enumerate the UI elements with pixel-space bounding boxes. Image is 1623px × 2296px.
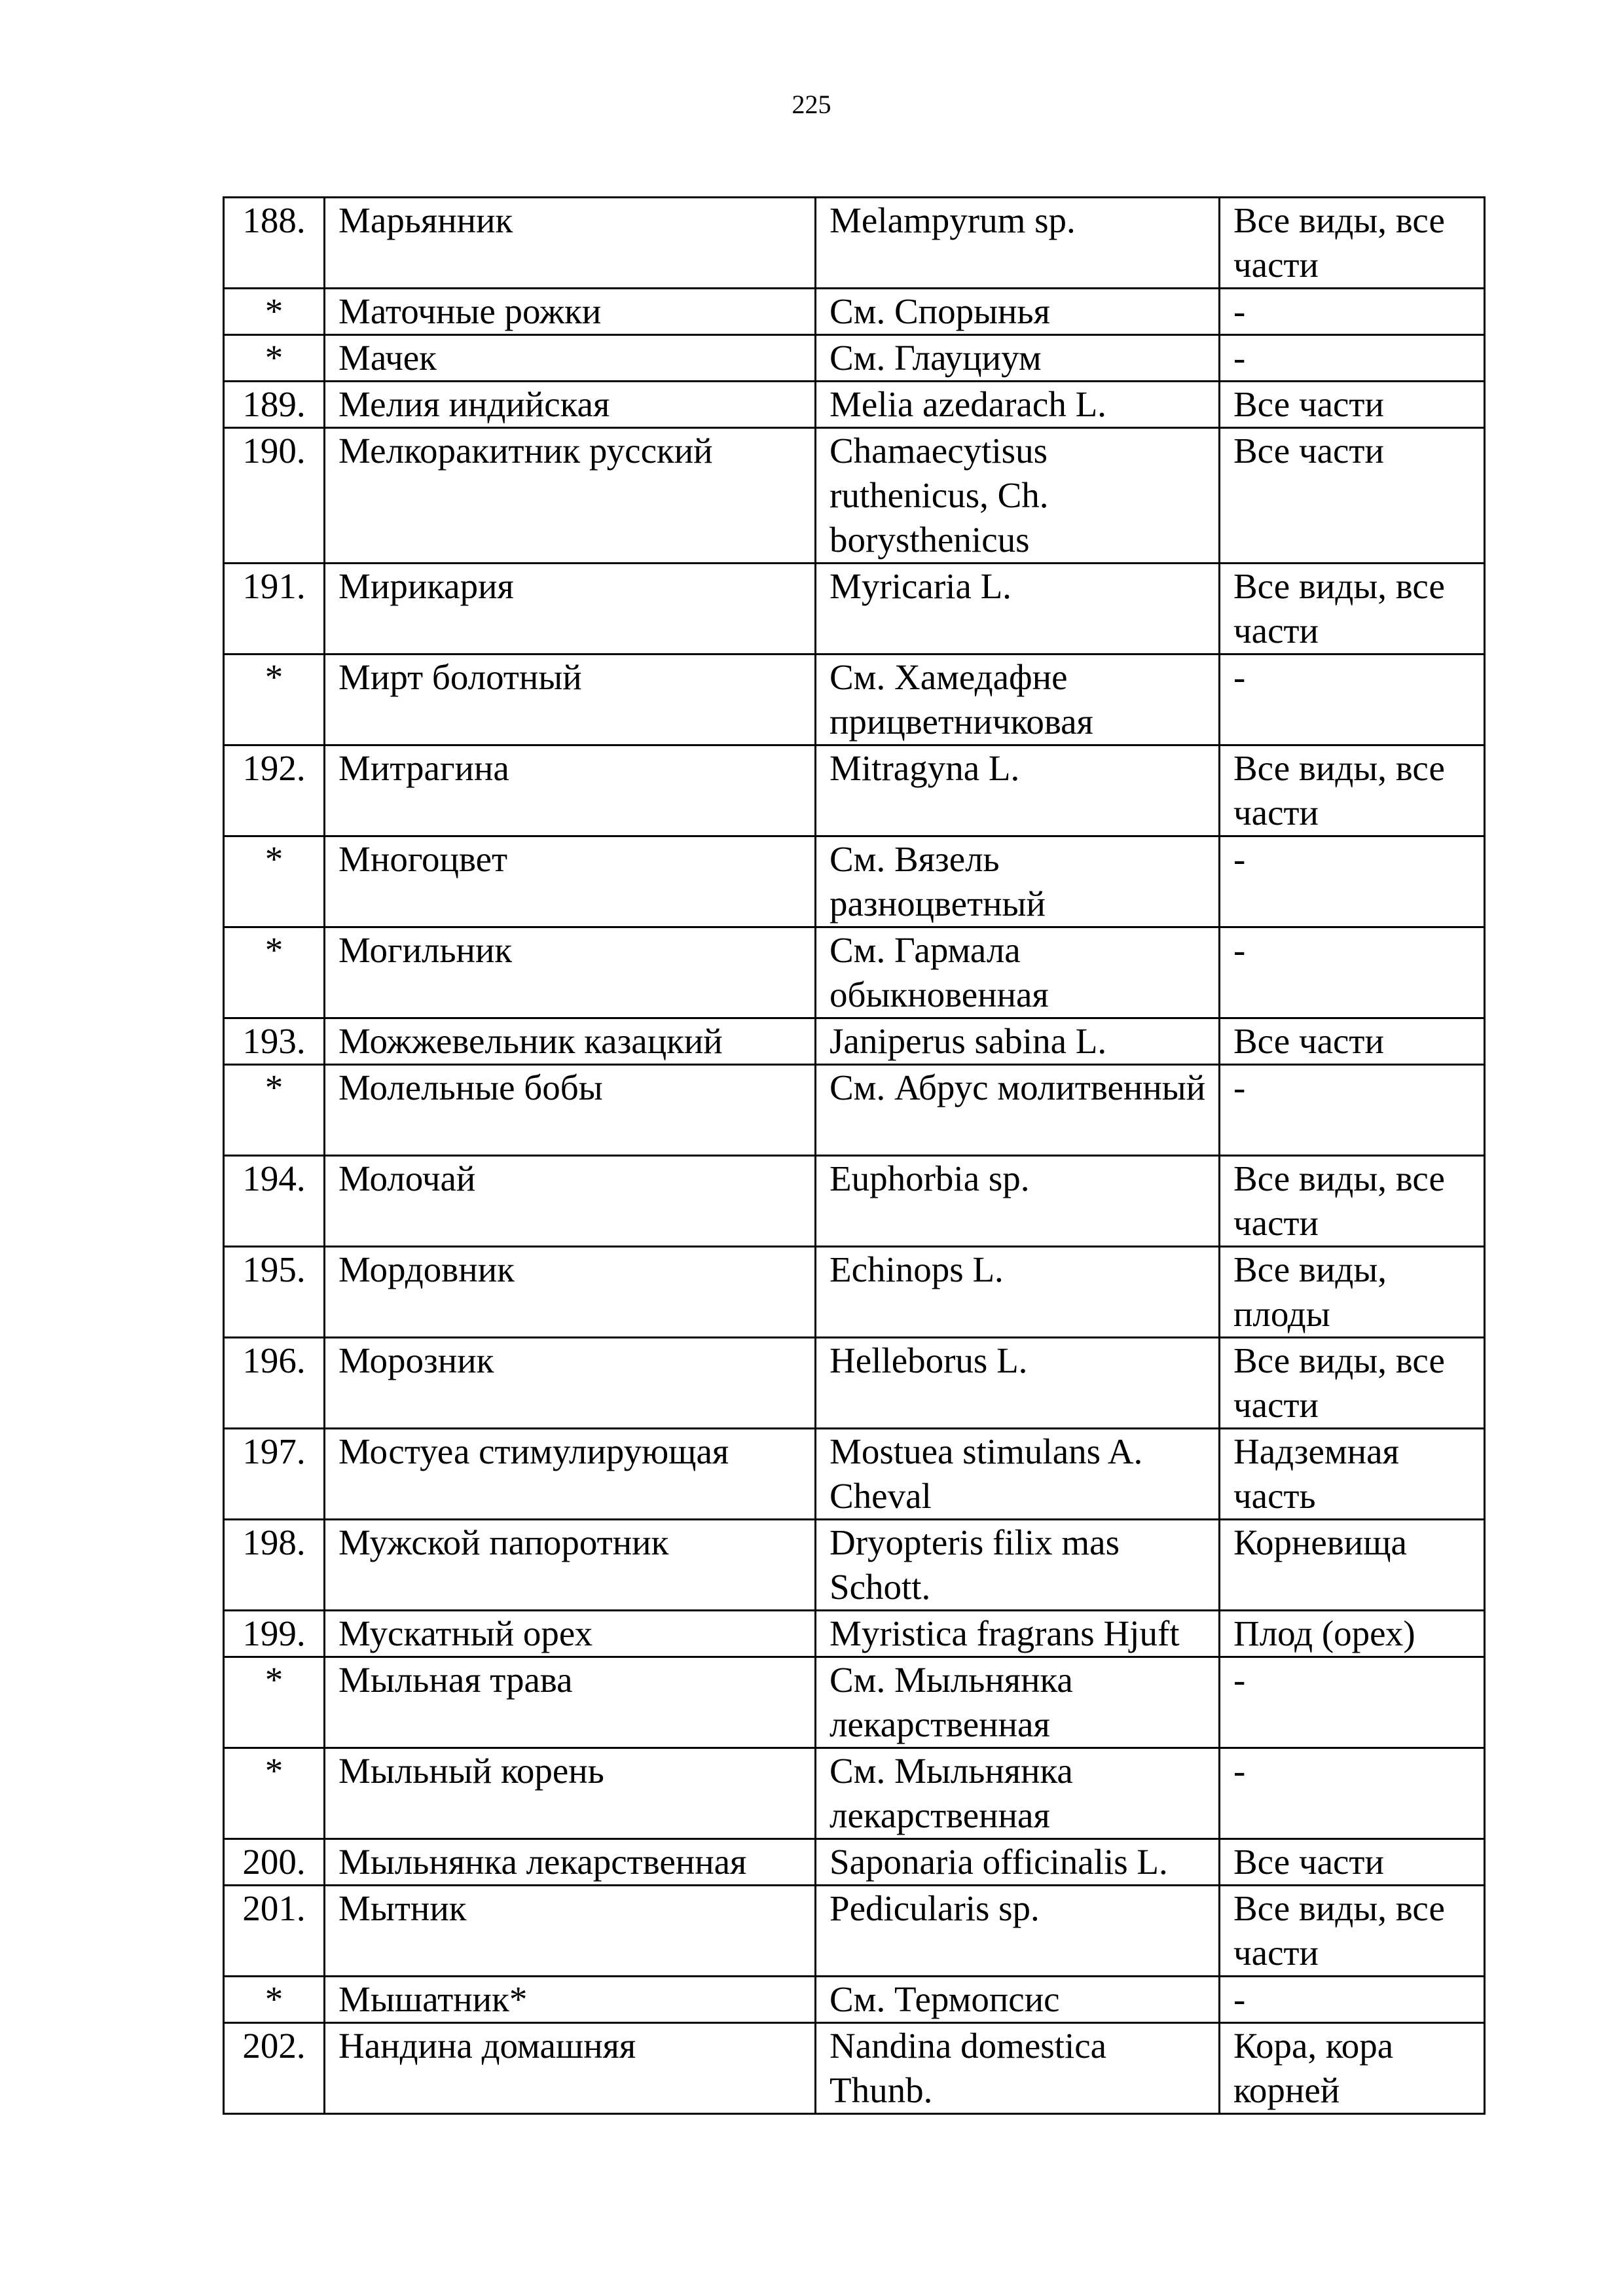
table-row	[224, 1520, 1485, 1611]
latin-name-cell: См. Мыльнянка лекарственная	[816, 1748, 1220, 1839]
toxic-parts-cell: -	[1220, 927, 1485, 1018]
table-row	[224, 1156, 1485, 1247]
row-number-cell: 195.	[224, 1247, 325, 1338]
page-number: 225	[792, 90, 831, 119]
row-number-cell: 197.	[224, 1429, 325, 1520]
russian-name-cell: Мелия индийская	[325, 382, 816, 428]
row-number-cell: 199.	[224, 1611, 325, 1657]
russian-name-cell: Мужской папоротник	[325, 1520, 816, 1611]
table-row	[224, 1748, 1485, 1839]
toxic-parts-cell: Корневища	[1220, 1520, 1485, 1611]
russian-name-cell: Могильник	[325, 927, 816, 1018]
table-row	[224, 198, 1485, 289]
table-row	[224, 1018, 1485, 1065]
toxic-parts-cell: Все виды, все части	[1220, 745, 1485, 836]
row-number-cell: 198.	[224, 1520, 325, 1611]
toxic-parts-cell: Все виды, все части	[1220, 1156, 1485, 1247]
latin-name-cell: Saponaria officinalis L.	[816, 1839, 1220, 1886]
latin-name-cell: Mostuea stimulans A. Cheval	[816, 1429, 1220, 1520]
row-number-cell: 190.	[224, 428, 325, 564]
russian-name-cell: Морозник	[325, 1338, 816, 1429]
row-number-cell: 200.	[224, 1839, 325, 1886]
toxic-parts-cell: -	[1220, 1657, 1485, 1748]
latin-name-cell: Helleborus L.	[816, 1338, 1220, 1429]
row-number-cell: *	[224, 1657, 325, 1748]
toxic-parts-cell: Все виды, все части	[1220, 198, 1485, 289]
table-row	[224, 2023, 1485, 2114]
row-number-cell: *	[224, 1748, 325, 1839]
latin-name-cell: Euphorbia sp.	[816, 1156, 1220, 1247]
toxic-parts-cell: Все части	[1220, 382, 1485, 428]
toxic-parts-cell: Надземная часть	[1220, 1429, 1485, 1520]
table-row	[224, 927, 1485, 1018]
russian-name-cell: Молельные бобы	[325, 1065, 816, 1156]
latin-name-cell: См. Вязель разноцветный	[816, 836, 1220, 927]
table-row	[224, 428, 1485, 564]
latin-name-cell: См. Абрус молитвенный	[816, 1065, 1220, 1156]
toxic-parts-cell: -	[1220, 1977, 1485, 2023]
row-number-cell: *	[224, 927, 325, 1018]
toxic-parts-cell: -	[1220, 836, 1485, 927]
latin-name-cell: Nandina domestica Thunb.	[816, 2023, 1220, 2114]
russian-name-cell: Мускатный орех	[325, 1611, 816, 1657]
latin-name-cell: Melampyrum sp.	[816, 198, 1220, 289]
latin-name-cell: См. Термопсис	[816, 1977, 1220, 2023]
table-row	[224, 655, 1485, 745]
table-row	[224, 836, 1485, 927]
russian-name-cell: Мелкоракитник русский	[325, 428, 816, 564]
russian-name-cell: Мыльнянка лекарственная	[325, 1839, 816, 1886]
latin-name-cell: См. Гармала обыкновенная	[816, 927, 1220, 1018]
russian-name-cell: Мыльная трава	[325, 1657, 816, 1748]
latin-name-cell: См. Глауциум	[816, 335, 1220, 382]
table-row	[224, 745, 1485, 836]
latin-name-cell: Chamaecytisus ruthenicus, Ch. borysthenicus	[816, 428, 1220, 564]
russian-name-cell: Многоцвет	[325, 836, 816, 927]
russian-name-cell: Мирт болотный	[325, 655, 816, 745]
row-number-cell: *	[224, 1065, 325, 1156]
russian-name-cell: Мачек	[325, 335, 816, 382]
toxic-parts-cell: Все виды, плоды	[1220, 1247, 1485, 1338]
toxic-parts-cell: Все виды, все части	[1220, 1886, 1485, 1977]
russian-name-cell: Мирикария	[325, 564, 816, 655]
row-number-cell: *	[224, 289, 325, 335]
toxic-parts-cell: -	[1220, 655, 1485, 745]
latin-name-cell: Dryopteris filix mas Schott.	[816, 1520, 1220, 1611]
russian-name-cell: Мордовник	[325, 1247, 816, 1338]
row-number-cell: 193.	[224, 1018, 325, 1065]
latin-name-cell: См. Спорынья	[816, 289, 1220, 335]
toxic-parts-cell: Плод (орех)	[1220, 1611, 1485, 1657]
table-row	[224, 335, 1485, 382]
russian-name-cell: Молочай	[325, 1156, 816, 1247]
latin-name-cell: Myricaria L.	[816, 564, 1220, 655]
row-number-cell: *	[224, 655, 325, 745]
toxic-parts-cell: Все виды, все части	[1220, 564, 1485, 655]
toxic-parts-cell: Все части	[1220, 1018, 1485, 1065]
row-number-cell: 191.	[224, 564, 325, 655]
table-row	[224, 382, 1485, 428]
latin-name-cell: См. Мыльнянка лекарственная	[816, 1657, 1220, 1748]
table-body	[224, 198, 1485, 2114]
table-row	[224, 1839, 1485, 1886]
russian-name-cell: Мытник	[325, 1886, 816, 1977]
table-row	[224, 1977, 1485, 2023]
latin-name-cell: См. Хамедафне прицветничковая	[816, 655, 1220, 745]
row-number-cell: 194.	[224, 1156, 325, 1247]
toxic-parts-cell: -	[1220, 335, 1485, 382]
toxic-parts-cell: -	[1220, 289, 1485, 335]
row-number-cell: 202.	[224, 2023, 325, 2114]
table-row	[224, 289, 1485, 335]
russian-name-cell: Маточные рожки	[325, 289, 816, 335]
row-number-cell: *	[224, 1977, 325, 2023]
toxic-parts-cell: Все виды, все части	[1220, 1338, 1485, 1429]
russian-name-cell: Можжевельник казацкий	[325, 1018, 816, 1065]
toxic-parts-cell: Все части	[1220, 1839, 1485, 1886]
table-row	[224, 1247, 1485, 1338]
toxic-parts-cell: -	[1220, 1748, 1485, 1839]
russian-name-cell: Нандина домашняя	[325, 2023, 816, 2114]
row-number-cell: 196.	[224, 1338, 325, 1429]
russian-name-cell: Мостуеа стимулирующая	[325, 1429, 816, 1520]
toxic-parts-cell: Кора, кора корней	[1220, 2023, 1485, 2114]
row-number-cell: 189.	[224, 382, 325, 428]
table-row	[224, 1886, 1485, 1977]
row-number-cell: 201.	[224, 1886, 325, 1977]
russian-name-cell: Мыльный корень	[325, 1748, 816, 1839]
table-row	[224, 1429, 1485, 1520]
table-row	[224, 1611, 1485, 1657]
latin-name-cell: Pedicularis sp.	[816, 1886, 1220, 1977]
row-number-cell: *	[224, 836, 325, 927]
russian-name-cell: Марьянник	[325, 198, 816, 289]
table-row	[224, 1338, 1485, 1429]
latin-name-cell: Myristica fragrans Hjuft	[816, 1611, 1220, 1657]
table-row	[224, 1657, 1485, 1748]
latin-name-cell: Melia azedarach L.	[816, 382, 1220, 428]
russian-name-cell: Митрагина	[325, 745, 816, 836]
russian-name-cell: Мышатник*	[325, 1977, 816, 2023]
toxic-parts-cell: -	[1220, 1065, 1485, 1156]
row-number-cell: 188.	[224, 198, 325, 289]
latin-name-cell: Echinops L.	[816, 1247, 1220, 1338]
table-row	[224, 564, 1485, 655]
row-number-cell: 192.	[224, 745, 325, 836]
row-number-cell: *	[224, 335, 325, 382]
latin-name-cell: Mitragyna L.	[816, 745, 1220, 836]
latin-name-cell: Janiperus sabina L.	[816, 1018, 1220, 1065]
toxic-parts-cell: Все части	[1220, 428, 1485, 564]
table-row	[224, 1065, 1485, 1156]
poisonous-plants-table	[223, 196, 1486, 2115]
